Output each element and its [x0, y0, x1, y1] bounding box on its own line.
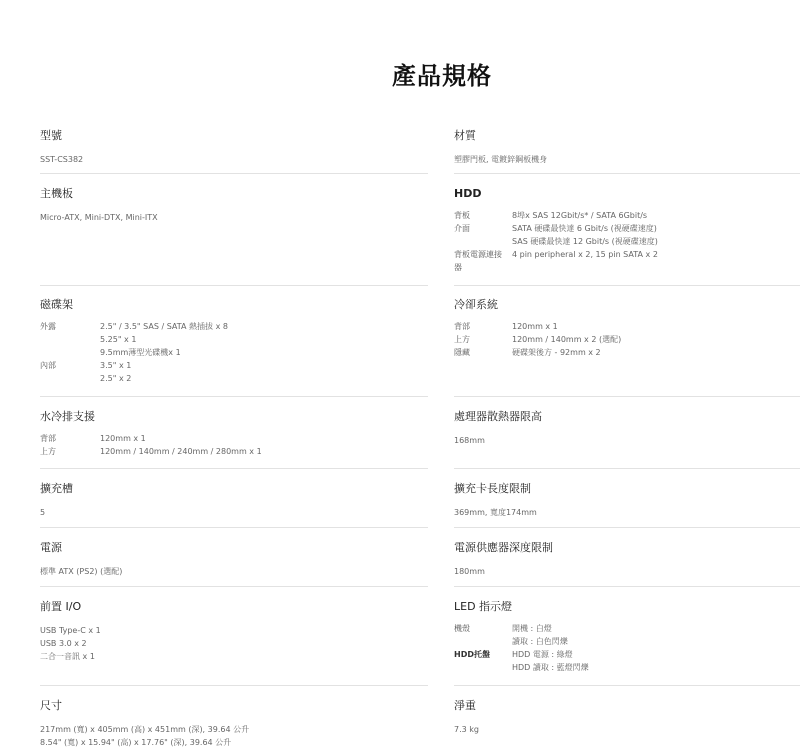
drive-bays-heading: 磁碟架: [40, 298, 73, 311]
hdd-value: [512, 261, 658, 274]
cooling-key: 背部: [454, 322, 470, 331]
drive-bays-key: 內部: [40, 361, 56, 370]
cooling-value: 硬碟架後方 - 92mm x 2: [512, 348, 601, 357]
led-value: HDD 讀取 : 藍燈閃爍: [512, 663, 589, 672]
spec-card-length: [454, 482, 537, 519]
hdd-table: [454, 209, 658, 274]
table-row: [454, 248, 658, 261]
motherboard-value: Micro-ATX, Mini-DTX, Mini-ITX: [40, 213, 158, 222]
spec-cpu-cooler: [454, 410, 542, 447]
hdd-key: 器: [454, 263, 462, 272]
psu-value: 標準 ATX (PS2) (選配): [40, 567, 123, 576]
hdd-value: SATA 硬碟最快達 6 Gbit/s (視硬碟速度): [512, 224, 657, 233]
table-row: [40, 320, 228, 333]
expansion-slots-value: 5: [40, 508, 46, 517]
list-item: 217mm (寬) x 405mm (高) x 451mm (深), 39.64 公升: [40, 725, 250, 734]
table-row: [454, 635, 589, 648]
table-row: [40, 333, 228, 346]
cooling-value: 120mm / 140mm x 2 (選配): [512, 335, 622, 344]
psu-depth-heading: 電源供應器深度限制: [454, 541, 553, 554]
hdd-key: 介面: [454, 224, 470, 233]
spec-psu: [40, 541, 122, 578]
list-item: USB Type-C x 1: [40, 626, 101, 635]
dimensions-heading: 尺寸: [40, 699, 62, 712]
table-row: [454, 209, 658, 222]
psu-heading: 電源: [40, 541, 62, 554]
psu-depth-value: 180mm: [454, 567, 485, 576]
divider: [40, 285, 428, 286]
spec-hdd: [454, 187, 658, 274]
table-row: [454, 661, 589, 674]
cooling-heading: 冷卻系統: [454, 298, 498, 311]
spec-radiator: [40, 410, 262, 458]
hdd-key: [454, 235, 512, 248]
drive-bays-key: 外露: [40, 322, 56, 331]
divider: [40, 396, 428, 397]
led-key: [454, 661, 512, 674]
front-io-lines: [40, 624, 101, 663]
material-heading: 材質: [454, 129, 476, 142]
drive-bays-key: [40, 346, 100, 359]
divider: [40, 173, 428, 174]
model-heading: 型號: [40, 129, 62, 142]
spec-expansion-slots: [40, 482, 73, 519]
table-row: [454, 222, 658, 235]
hdd-key: 背板電源連接: [454, 250, 502, 259]
spec-psu-depth: [454, 541, 553, 578]
led-key: HDD托盤: [454, 650, 490, 659]
radiator-value: 120mm x 1: [100, 434, 146, 443]
led-table: [454, 622, 589, 674]
radiator-table: [40, 432, 262, 458]
hdd-value: 4 pin peripheral x 2, 15 pin SATA x 2: [512, 250, 658, 259]
table-row: [454, 261, 658, 274]
led-key: 機殼: [454, 624, 470, 633]
material-value: 塑膠門板, 電鍍鋅鋼板機身: [454, 155, 548, 164]
table-row: [454, 648, 589, 661]
hdd-value: SAS 硬碟最快達 12 Gbit/s (視硬碟速度): [512, 237, 658, 246]
page-title: 產品規格: [392, 62, 492, 90]
spec-drive-bays: [40, 298, 228, 385]
spec-cooling: [454, 298, 621, 359]
radiator-value: 120mm / 140mm / 240mm / 280mm x 1: [100, 447, 262, 456]
table-row: [40, 346, 228, 359]
drive-bays-value: 5.25" x 1: [100, 335, 137, 344]
radiator-key: 背部: [40, 434, 56, 443]
hdd-heading: HDD: [454, 187, 482, 200]
list-item: 二合一音訊 x 1: [40, 652, 95, 661]
led-value: HDD 電源 : 綠燈: [512, 650, 573, 659]
led-key: [454, 635, 512, 648]
divider: [454, 173, 800, 174]
divider: [40, 685, 428, 686]
spec-dimensions: [40, 699, 249, 749]
front-io-heading: 前置 I/O: [40, 600, 82, 613]
weight-value: 7.3 kg: [454, 725, 479, 734]
cpu-cooler-value: 168mm: [454, 436, 485, 445]
divider: [40, 527, 428, 528]
led-value: 讀取 : 白色閃爍: [512, 637, 568, 646]
cooling-key: 上方: [454, 335, 470, 344]
drive-bays-key: [40, 372, 100, 385]
radiator-heading: 水冷排支援: [40, 410, 95, 423]
spec-model: [40, 129, 83, 166]
expansion-slots-heading: 擴充槽: [40, 482, 73, 495]
divider: [40, 586, 428, 587]
led-value: 開機 : 白燈: [512, 624, 552, 633]
divider: [454, 396, 800, 397]
drive-bays-key: [40, 333, 100, 346]
divider: [454, 685, 800, 686]
hdd-value: 8埠x SAS 12Gbit/s* / SATA 6Gbit/s: [512, 211, 648, 220]
cooling-value: 120mm x 1: [512, 322, 558, 331]
divider: [454, 468, 800, 469]
list-item: 8.54" (寬) x 15.94" (高) x 17.76" (深), 39.64 公升: [40, 738, 232, 747]
table-row: [40, 445, 262, 458]
led-heading: LED 指示燈: [454, 600, 513, 613]
spec-front-io: [40, 600, 101, 663]
divider: [40, 468, 428, 469]
cooling-key: 隱藏: [454, 348, 470, 357]
divider: [454, 586, 800, 587]
drive-bays-value: 9.5mm薄型光碟機x 1: [100, 348, 181, 357]
drive-bays-value: 2.5" x 2: [100, 374, 132, 383]
drive-bays-value: 2.5" / 3.5" SAS / SATA 熱插拔 x 8: [100, 322, 228, 331]
model-value: SST-CS382: [40, 155, 84, 164]
table-row: [40, 432, 262, 445]
table-row: [454, 320, 621, 333]
table-row: [454, 235, 658, 248]
drive-bays-table: [40, 320, 228, 385]
table-row: [40, 372, 228, 385]
cpu-cooler-heading: 處理器散熱器限高: [454, 410, 542, 423]
radiator-key: 上方: [40, 447, 56, 456]
card-length-value: 369mm, 寬度174mm: [454, 508, 537, 517]
hdd-key: 背板: [454, 211, 470, 220]
list-item: USB 3.0 x 2: [40, 639, 87, 648]
weight-heading: 淨重: [454, 699, 476, 712]
motherboard-heading: 主機板: [40, 187, 73, 200]
spec-led: [454, 600, 589, 674]
drive-bays-value: 3.5" x 1: [100, 361, 132, 370]
divider: [454, 285, 800, 286]
divider: [454, 527, 800, 528]
spec-weight: [454, 699, 479, 736]
table-row: [454, 346, 621, 359]
table-row: [454, 333, 621, 346]
spec-material: [454, 129, 547, 166]
table-row: [40, 359, 228, 372]
card-length-heading: 擴充卡長度限制: [454, 482, 531, 495]
table-row: [454, 622, 589, 635]
dimensions-lines: [40, 723, 249, 749]
spec-motherboard: [40, 187, 158, 224]
cooling-table: [454, 320, 621, 359]
